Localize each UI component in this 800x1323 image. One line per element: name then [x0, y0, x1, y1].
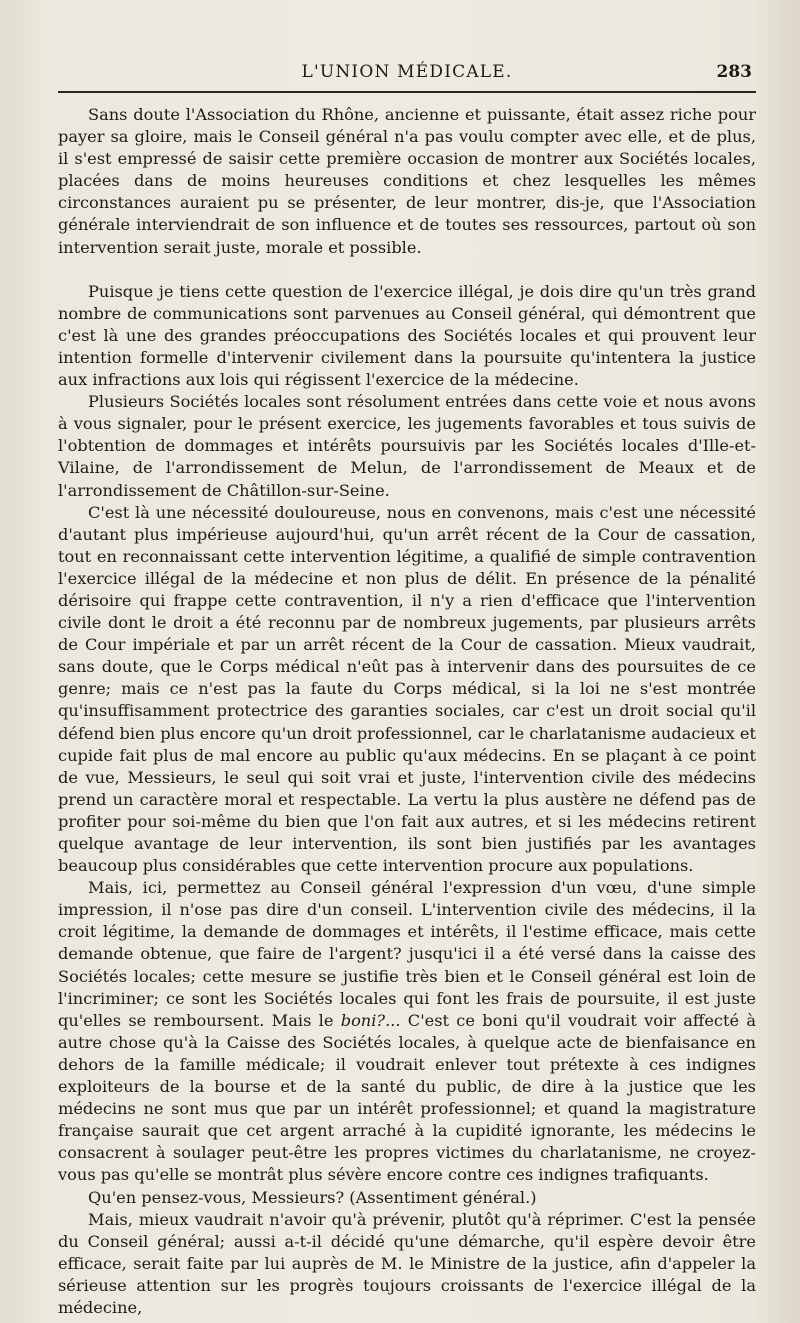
paragraph-5-rest: C'est ce boni qu'il voudrait voir affecté à autre chose qu'à la Caisse des Sociétés locales, à quelque acte de bienfaisance en dehors de la famille médicale; il voudrait enlever tout prétexte à ces indignes exploiteurs de la bourse et de la santé du public, de dire à la justice que les médecins ne sont mus que par un intérêt professionnel; et quand la magistrature française saurait que cet argent arraché à la cupidité ignorante, les médecins le consacrent à soulager peut-être les propres victimes du charlatanisme, ne croyez-vous pas qu'elle se montrât plus sévère encore contre ces indignes trafiquants. [58, 1010, 756, 1185]
header-rule [58, 91, 756, 93]
paragraph-3: Plusieurs Sociétés locales sont résolument entrées dans cette voie et nous avons à vous signaler, pour le présent exercice, les jugements favorables et tous suivis de l'obtention de dommages et intérêts poursuivis par les Sociétés locales d'Ille-et-Vilaine, de l'arrondissement de Melun, de l'arrondissement de Meaux et de l'arrondissement de Châtillon-sur-Seine. [58, 392, 756, 500]
paragraph-2: Puisque je tiens cette question de l'exercice illégal, je dois dire qu'un très grand nombre de communications sont parvenues au Conseil général, qui démontrent que c'est là une des grandes préoccupations des Sociétés locales et qui prouvent leur intention formelle d'intervenir civilement dans la poursuite qu'intentera la justice aux infractions aux lois qui régissent l'exercice de la médecine. [58, 281, 756, 390]
page-number: 283 [716, 62, 752, 82]
body-text [58, 104, 756, 1319]
running-title: L'UNION MÉDICALE. [301, 62, 513, 82]
emphasis-boni: boni?... [340, 1010, 401, 1030]
paragraph-5 [58, 877, 756, 1186]
paragraph-6: Qu'en pensez-vous, Messieurs? (Assentiment général.) [88, 1187, 537, 1207]
paragraph-7: Mais, mieux vaudrait n'avoir qu'à prévenir, plutôt qu'à réprimer. C'est la pensée du Conseil général; aussi a-t-il décidé qu'une démarche, qu'il espère devoir être efficace, serait faite par lui auprès de M. le Ministre de la justice, afin d'appeler la sérieuse attention sur les progrès toujours croissants de l'exercice illégal de la médecine, [58, 1209, 756, 1317]
paragraph-5-start: Mais, ici, permettez au Conseil général l'expression d'un vœu, d'une simple impression, il n'ose pas dire d'un conseil. L'intervention civile des médecins, il la croit légitime, la demande de dommages et intérêts, il l'estime efficace, mais cette demande obtenue, que faire de l'argent? jusqu'ici il a été versé dans la caisse des Sociétés locales; cette mesure se justifie très bien et le Conseil général est loin de l'incriminer; ce sont les Sociétés locales qui font les frais de poursuite, il est juste qu'elles se remboursent. Mais le [58, 878, 756, 1030]
paragraph-4: C'est là une nécessité douloureuse, nous en convenons, mais c'est une nécessité d'autant plus impérieuse aujourd'hui, qu'un arrêt récent de la Cour de cassation, tout en reconnaissant cette intervention légitime, a qualifié de simple contravention l'exercice illégal de la médecine et non plus de délit. En présence de la pénalité dérisoire qui frappe cette contravention, il n'y a rien d'efficace que l'intervention civile dont le droit a été reconnu par de nombreux jugements, par plusieurs arrêts de Cour impériale et par un arrêt récent de la Cour de cassation. Mieux vaudrait, sans doute, que le Corps médical n'eût pas à intervenir dans des poursuites de ce genre; mais ce n'est pas la faute du Corps médical, si la loi ne s'est montrée qu'insuffisamment protectrice des garanties sociales, car c'est un droit social qu'il défend bien plus encore qu'un droit professionnel, car le charlatanisme audacieux et cupide fait plus de mal encore au public qu'aux médecins. En se plaçant à ce point de vue, Messieurs, le seul qui soit vrai et juste, l'intervention civile des médecins prend un caractère moral et respectable. La vertu la plus austère ne défend pas de profiter pour soi-même du bien que l'on fait aux autres, et si les médecins retirent quelque avantage de leur intervention, ils sont bien justifiés par les avantages beaucoup plus considérables que cette intervention procure aux populations. [58, 502, 756, 876]
page-header [58, 58, 756, 88]
paragraph-1: Sans doute l'Association du Rhône, ancienne et puissante, était assez riche pour payer sa gloire, mais le Conseil général n'a pas voulu compter avec elle, et de plus, il s'est empressé de saisir cette première occasion de montrer aux Sociétés locales, placées dans de moins heureuses conditions et chez lesquelles les mêmes circonstances auraient pu se présenter, de leur montrer, dis-je, que l'Association générale interviendrait de son influence et de toutes ses ressources, partout où son intervention serait juste, morale et possible. [58, 105, 756, 257]
